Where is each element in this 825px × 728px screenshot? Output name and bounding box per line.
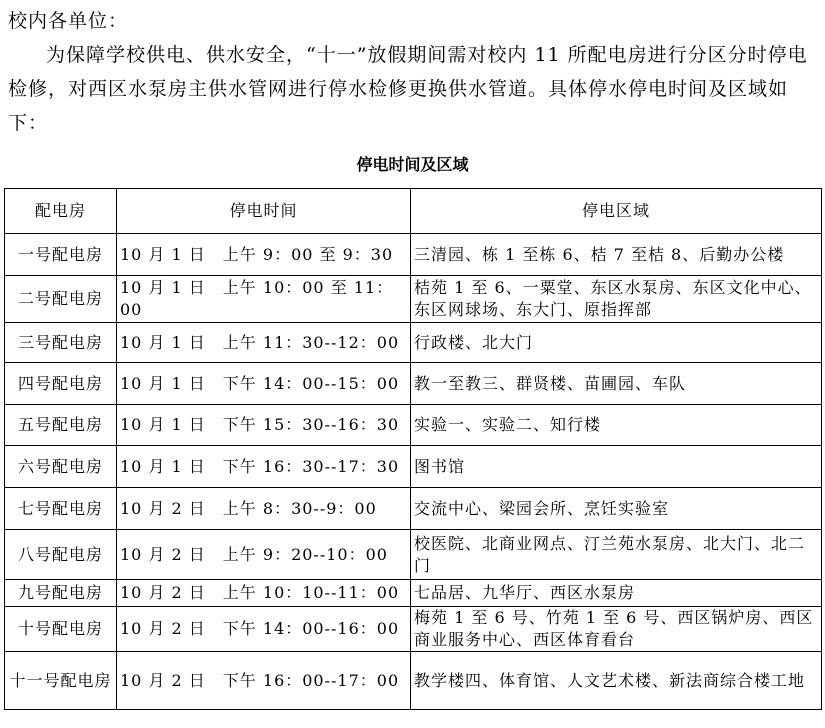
time-cell: 10 月 2 日 上午 8：30--9：00 — [117, 488, 411, 530]
table-row — [5, 446, 822, 488]
table-row — [5, 363, 822, 405]
table-row — [5, 530, 822, 580]
time-cell: 10 月 1 日 下午 15：30--16：30 — [117, 405, 411, 446]
table-row — [5, 652, 822, 710]
outage-table — [4, 188, 822, 710]
table-caption: 停电时间及区域 — [356, 155, 469, 174]
table-header-row — [5, 189, 822, 234]
table-row — [5, 488, 822, 530]
table-row — [5, 580, 822, 607]
time-cell: 10 月 1 日 上午 10：00 至 11：00 — [117, 276, 411, 323]
time-cell: 10 月 1 日 下午 16：30--17：30 — [117, 446, 411, 488]
time-cell: 10 月 1 日 上午 11：30--12：00 — [117, 323, 411, 363]
area-cell: 行政楼、北大门 — [411, 323, 822, 363]
area-cell: 梅苑 1 至 6 号、竹苑 1 至 6 号、西区锅炉房、西区商业服务中心、西区体育看台 — [411, 607, 822, 652]
area-cell: 图书馆 — [411, 446, 822, 488]
room-cell: 十一号配电房 — [5, 652, 117, 710]
room-cell: 三号配电房 — [5, 323, 117, 363]
area-cell: 校医院、北商业网点、汀兰苑水泵房、北大门、北二门 — [411, 530, 822, 580]
time-cell: 10 月 1 日 下午 14：00--15：00 — [117, 363, 411, 405]
time-cell: 10 月 2 日 上午 10：10--11：00 — [117, 580, 411, 607]
room-cell: 七号配电房 — [5, 488, 117, 530]
table-row — [5, 234, 822, 276]
room-cell: 八号配电房 — [5, 530, 117, 580]
area-cell: 七品居、九华厅、西区水泵房 — [411, 580, 822, 607]
area-cell: 实验一、实验二、知行楼 — [411, 405, 822, 446]
table-row — [5, 405, 822, 446]
room-cell: 四号配电房 — [5, 363, 117, 405]
area-cell: 桔苑 1 至 6、一粟堂、东区水泵房、东区文化中心、东区网球场、东大门、原指挥部 — [411, 276, 822, 323]
notice-body: 为保障学校供电、供水安全，“十一”放假期间需对校内 11 所配电房进行分区分时停电检修，对西区水泵房主供水管网进行停水检修更换供水管道。具体停水停电时间及区域如下： — [8, 44, 808, 134]
header-time: 停电时间 — [117, 189, 411, 234]
notice-intro — [8, 4, 820, 140]
room-cell: 十号配电房 — [5, 607, 117, 652]
room-cell: 六号配电房 — [5, 446, 117, 488]
area-cell: 教一至教三、群贤楼、苗圃园、车队 — [411, 363, 822, 405]
greeting: 校内各单位： — [8, 10, 129, 32]
table-row — [5, 323, 822, 363]
time-cell: 10 月 2 日 下午 16：00--17：00 — [117, 652, 411, 710]
area-cell: 教学楼四、体育馆、人文艺术楼、新法商综合楼工地 — [411, 652, 822, 710]
time-cell: 10 月 1 日 上午 9：00 至 9：30 — [117, 234, 411, 276]
time-cell: 10 月 2 日 上午 9：20--10：00 — [117, 530, 411, 580]
table-row — [5, 607, 822, 652]
room-cell: 一号配电房 — [5, 234, 117, 276]
area-cell: 三清园、栋 1 至栋 6、桔 7 至桔 8、后勤办公楼 — [411, 234, 822, 276]
header-area: 停电区域 — [411, 189, 822, 234]
time-cell: 10 月 2 日 下午 14：00--16：00 — [117, 607, 411, 652]
header-room: 配电房 — [5, 189, 117, 234]
room-cell: 九号配电房 — [5, 580, 117, 607]
room-cell: 五号配电房 — [5, 405, 117, 446]
table-row — [5, 276, 822, 323]
area-cell: 交流中心、梁园会所、烹饪实验室 — [411, 488, 822, 530]
room-cell: 二号配电房 — [5, 276, 117, 323]
